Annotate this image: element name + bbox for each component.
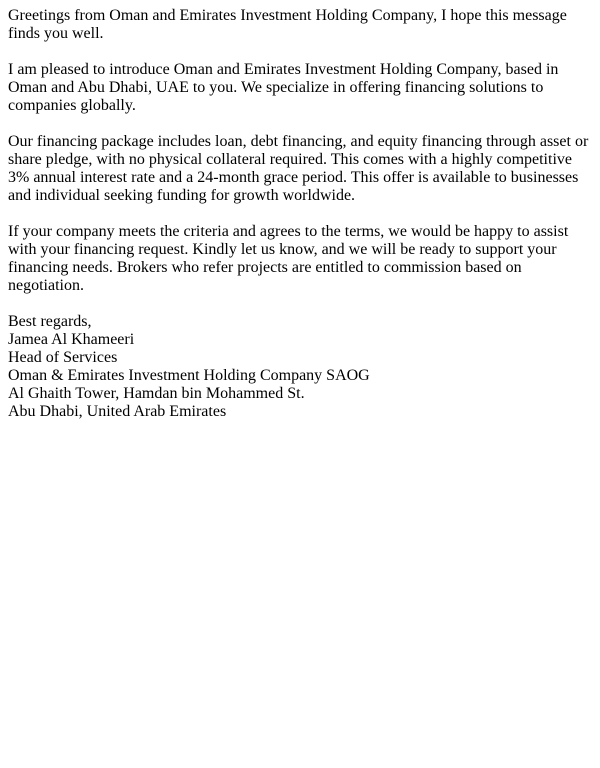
email-signature <box>8 313 592 421</box>
introduction-paragraph: I am pleased to introduce Oman and Emirates Investment Holding Company, based in Oman and Abu Dhabi, UAE to you. We specialize in offering financing solutions to companies globally. <box>8 61 559 114</box>
signature-address-line2: Abu Dhabi, United Arab Emirates <box>8 403 227 420</box>
greeting-paragraph: Greetings from Oman and Emirates Investment Holding Company, I hope this message finds you well. <box>8 7 567 42</box>
signature-title: Head of Services <box>8 349 118 366</box>
signature-closing: Best regards, <box>8 313 92 330</box>
signature-company: Oman & Emirates Investment Holding Company SAOG <box>8 367 370 384</box>
signature-address-line1: Al Ghaith Tower, Hamdan bin Mohammed St. <box>8 385 305 402</box>
call-to-action-paragraph: If your company meets the criteria and agrees to the terms, we would be happy to assist with your financing request. Kindly let us know, and we will be ready to support your financing needs. Brokers who refer projects are entitled to commission based on negotiation. <box>8 223 569 294</box>
financing-offer-paragraph: Our financing package includes loan, debt financing, and equity financing through asset or share pledge, with no physical collateral required. This comes with a highly competitive 3% annual interest rate and a 24-month grace period. This offer is available to businesses and individual seeking funding for growth worldwide. <box>8 133 589 204</box>
signature-name: Jamea Al Khameeri <box>8 331 135 348</box>
